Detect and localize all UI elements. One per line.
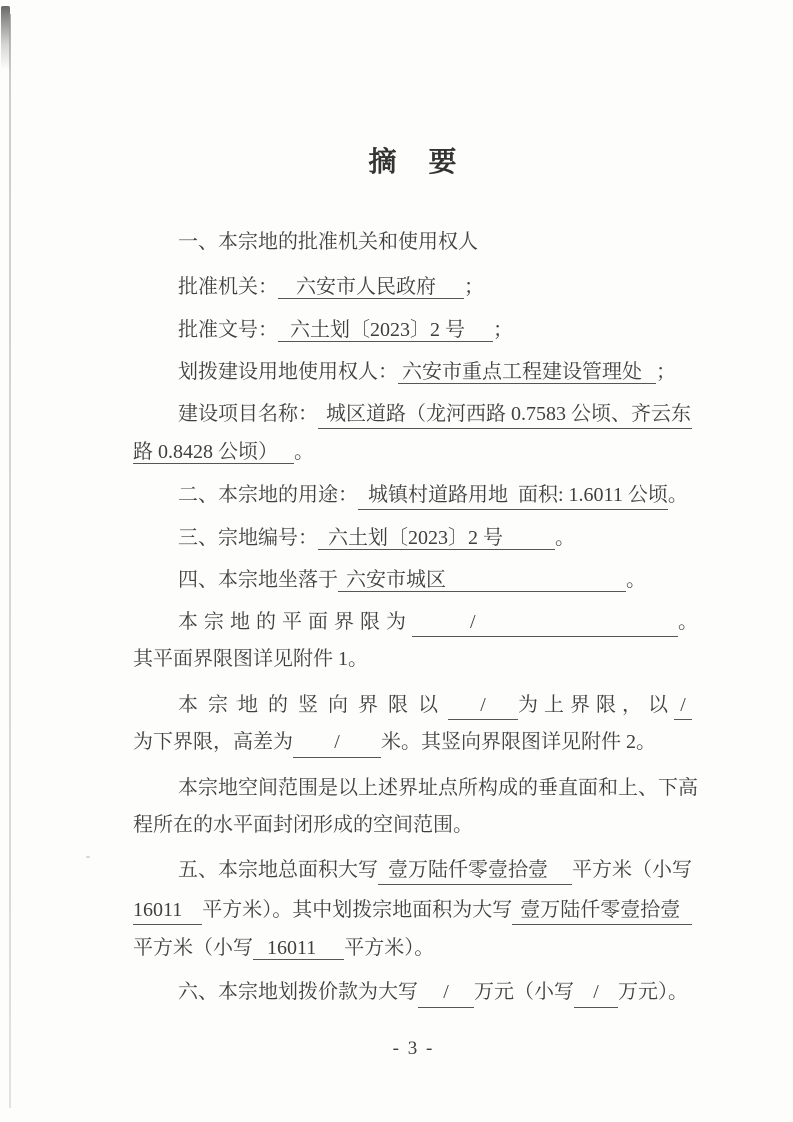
vertical-boundary-line1 [178,690,692,720]
vertical-boundary-line2 [133,727,656,757]
field-approval-authority [178,272,484,302]
vertical-boundary-mid: 为上界限，以 [518,694,674,716]
vertical-boundary-prefix: 本宗地的竖向界限以 [178,694,448,716]
punct: ； [464,276,484,298]
total-area-num-value: 16011 [133,895,202,925]
section5-after-cn: 平方米（小写 [572,859,692,881]
land-use-value: 城镇村道路用地 面积: 1.6011 公顷 [358,480,668,510]
section6-mid: 万元（小写 [474,981,574,1003]
plane-boundary-line [178,607,698,637]
scan-edge-artifact [9,14,11,1108]
section5-line2 [133,895,692,925]
price-num-blank: / [574,977,618,1008]
height-diff-blank: / [293,727,381,758]
project-name-label: 建设项目名称： [178,403,318,425]
plane-boundary-note: 其平面界限图详见附件 1。 [133,648,368,670]
punct: 。 [626,569,646,591]
section5-line3 [133,933,434,963]
section4-location [178,565,646,595]
price-cn-blank: / [418,977,474,1008]
punct: ； [656,361,676,383]
section2-label: 二、本宗地的用途： [178,484,358,506]
section6-price-line [178,977,688,1007]
section3-parcel-no [178,523,575,553]
plane-boundary-prefix: 本宗地的平面界限为 [178,611,412,633]
document-title: 摘 要 [368,147,459,178]
page-number: - 3 - [392,1038,435,1059]
vertical-line2-prefix: 为下界限，高差为 [133,731,293,753]
section5-line3-suffix: 平方米）。 [344,937,435,959]
project-name-continuation [133,437,314,467]
section3-label: 三、宗地编号： [178,527,318,549]
section4-label: 四、本宗地坐落于 [178,569,338,591]
approval-doc-no-value: 六土划〔2023〕2 号 [278,319,493,342]
upper-limit-blank: / [448,690,518,720]
location-value: 六安市城区 [338,569,626,592]
field-approval-doc-no [178,315,513,345]
punct: 。 [678,611,698,633]
section5-mid: 平方米）。其中划拨宗地面积为大写 [202,899,513,921]
parcel-no-value: 六土划〔2023〕2 号 [318,527,555,550]
approval-doc-no-label: 批准文号： [178,319,278,341]
section6-prefix: 六、本宗地划拨价款为大写 [178,981,418,1003]
section2-land-use [178,480,688,510]
section1-heading: 一、本宗地的批准机关和使用权人 [178,231,478,253]
total-area-cn-value: 壹万陆仟零壹拾壹 [378,855,572,885]
punct: 。 [294,441,314,463]
project-name-value-line1: 城区道路（龙河西路 0.7583 公顷、齐云东 [318,399,692,429]
space-range-line2: 程所在的水平面封闭形成的空间范围。 [133,814,473,836]
plane-boundary-blank: / [412,607,678,637]
section5-line3-prefix: 平方米（小写 [133,937,253,959]
scan-speck [86,856,90,858]
punct: 。 [555,527,575,549]
punct: 。 [667,484,688,506]
section5-line1 [178,855,692,885]
field-project-name [178,399,692,429]
space-range-line1: 本宗地空间范围是以上述界址点所构成的垂直面和上、下高 [178,777,698,799]
land-user-value: 六安市重点工程建设管理处 [398,361,656,384]
alloc-area-cn-value: 壹万陆仟零壹拾壹 [512,895,692,925]
vertical-line2-suffix: 米。其竖向界限图详见附件 2。 [381,731,656,753]
approval-authority-value: 六安市人民政府 [278,276,464,299]
section5-prefix: 五、本宗地总面积大写 [178,859,378,881]
lower-limit-blank: / [674,690,692,720]
project-name-value-line2: 路 0.8428 公顷） [133,441,294,464]
land-user-label: 划拨建设用地使用权人： [178,361,398,383]
field-land-user [178,357,676,387]
alloc-area-num-value: 16011 [253,937,344,960]
punct: ； [493,319,513,341]
approval-authority-label: 批准机关： [178,276,278,298]
section6-suffix: 万元）。 [618,981,688,1003]
